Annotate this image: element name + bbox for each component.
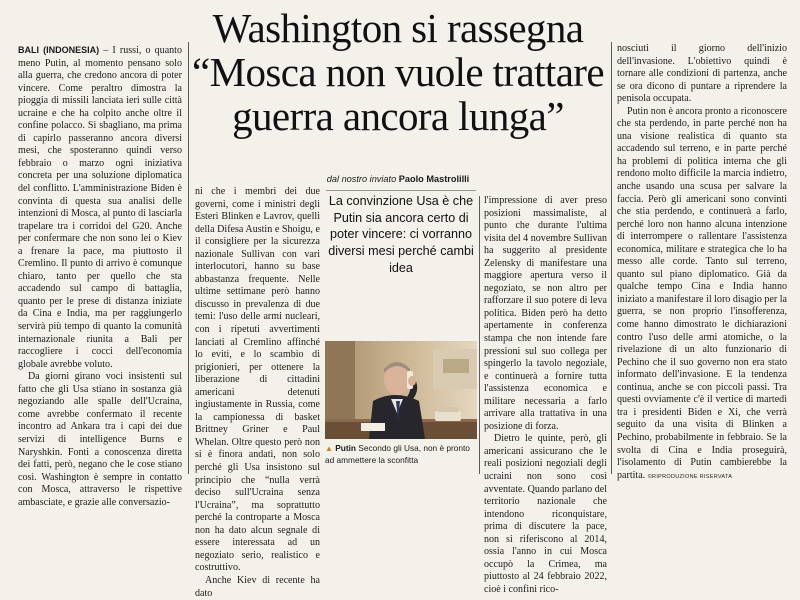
column-1-paragraph-1-text: – I russi, o quanto meno Putin, al momento pensano solo alla guerra, che credono ancora di poter vincere. Come peraltro dimostra la pioggia di missili lanciata ieri sulle città ucraine e che ha colpito anche oltre il confine polacco. Si sbagliano, ma prima di capirlo passeranno ancora diversi mesi, che sposteranno quindi verso febbraio o marzo ogni iniziativa concreta per una soluzione diplomatica del conflitto. L'amministrazione Biden è convinta di questa sua analisi delle intenzioni di Mosca, al punto di lasciarla trapelare tra i corridoi del G20. Anche per confermare che non sono lei o Kiev a frenare la pace, ma piuttosto il Cremlino. Il punto di arrivo è comunque chiaro, tanto per quello che sta accadendo sul campo di battaglia, quanto per le prese di distanza iniziate da Cina e India, ma per raggiungerlo servirà più tempo di quanto la comunità internazionale riunita a Bali per raccogliere i cocci dell'economia globale avrebbe voluto. [18,45,182,370]
column-1-paragraph-1 [18,44,182,371]
article-column-1 [18,44,182,509]
article-column-3 [484,195,607,597]
headline-line-1: Washington si rassegna [212,5,584,51]
subhead-top-rule [326,190,476,191]
putin-photo [325,341,477,439]
article-column-4 [617,43,787,483]
putin-photo-image [325,341,477,439]
photo-caption [325,443,477,465]
copyright-notice: ©RIPRODUZIONE RISERVATA [647,473,733,480]
headline [188,6,608,138]
headline-line-3: guerra ancora lunga” [232,93,564,139]
column-4-paragraph-2 [617,106,787,483]
column-3-paragraph-1: l'impressione di aver preso posizioni massimaliste, al punto che durante l'ultima visita del 4 novembre Sullivan ha suggerito al presidente Zelensky di manifestare una maggiore apertura verso il negoziato, se non altro per rafforzare il suo potere di leva politica. Biden però ha detto apertamente in conferenza stampa che non intende fare pressioni sul suo collega per spingerlo la tavolo negoziale, e continuerà a fornire tutta l'assistenza economica e militare necessaria a farlo arrivare alla trattativa in una posizione di forza. [484,195,607,432]
column-rule-center [479,196,480,474]
caption-triangle-icon: ▲ [325,444,333,453]
headline-line-2: “Mosca non vuole trattare [192,49,604,95]
column-2-paragraph-1: ni che i membri dei due governi, come i ministri degli Esteri Blinken e Lavrov, quelli della Difesa Austin e Shoigu, e il consigliere per la sicurezza nazionale Sullivan con vari interlocutori, hanno su base abbastanza frequente. Nelle ultime settimane però hanno discusso in prevalenza di due temi: l'uso delle armi nucleari, con i ripetuti avvertimenti lanciati al Cremlino affinché lo eviti, e lo scambio di prigionieri, per ottenere la liberazione di cittadini americani detenuti ingiustamente in Russia, come la campionessa di basket Brittney Griner e Paul Whelan. Oltre questo però non si è finora andati, non solo perché gli Usa insistono sul principio che “nulla verrà deciso sull'Ucraina senza l'Ucraina”, ma soprattutto perché la controparte a Mosca non ha dato alcun segnale di essere interessata ad un negoziato serio, realistico e costruttivo. [195,186,320,574]
subhead: La convinzione Usa è che Putin sia ancora certo di poter vincere: ci vorranno diversi mesi perché cambi idea [328,194,474,275]
byline-prefix: dal nostro inviato [326,174,397,184]
column-2-paragraph-2: Anche Kiev di recente ha dato [195,574,320,599]
article-column-2 [195,186,320,600]
column-4-paragraph-1: nosciuti il giorno dell'inizio dell'invasione. L'obiettivo quindi è tornare alle condizioni di partenza, anche se ora dicono di puntare a riprendere la penisola occupata. [617,43,787,105]
dateline: BALI (INDONESIA) [18,45,100,55]
column-3-paragraph-2: Dietro le quinte, però, gli americani assicurano che le reali posizioni negoziali degli ucraini non sono così avventate. Quando parlano del territorio nazionale che intendono riconquistare, prima di discutere la pace, non si riferiscono al 2014, ossia l'anno in cui Mosca occupò la Crimea, ma piuttosto al 24 febbraio 2022, cioè i confini rico- [484,433,607,595]
column-rule-right [611,42,612,474]
caption-text: Secondo gli Usa, non è pronto ad ammettere la sconfitta [325,443,470,465]
column-4-paragraph-2-text: Putin non è ancora pronto a riconoscere che sta perdendo, in parte perché non ha una visione realistica di quanto sta accadendo sul terreno, e in parte perché ha problemi di politica interna che gli rendono molto difficile la marcia indietro, anche usando una scusa per salvare la faccia. Però gli americani sono convinti che stia perdendo, e continuerà a farlo, perché loro non hanno alcuna intenzione di interrompere o rallentare l'assistenza economica, militare e strategica che lo ha messo alle corde. Tanto sul terreno, quanto sul piano diplomatico. Già da qualche tempo Cina e India hanno iniziato a manifestare il loro disagio per la guerra, se non proprio l'insofferenza, come hanno dimostrato le dichiarazioni contro l'uso delle armi atomiche, o la rivelazione di un alto funzionario di Pechino che il suo governo non era stato informato dell'invasione. E la tendenza continua, anche se con piccoli passi. Tra questi ovviamente c'è il vertice di martedì tra i presidenti Biden e Xi, che verrà seguito da una visita di Blinken a Pechino, probabilmente in febbraio. Se la svolta di Cina e India proseguirà, l'isolamento di Putin cambierebbe la partita. [617,105,787,481]
byline [188,174,608,184]
byline-author: Paolo Mastrolilli [398,174,470,184]
column-1-paragraph-2: Da giorni girano voci insistenti sul fatto che gli Usa stiano in sostanza già negoziando alle spalle dell'Ucraina, come avrebbe confermato il recente incontro ad Ankara tra i capi dei due servizi di intelligence Burns e Naryshkin. Fonti a conoscenza diretta dei fatti, però, negano che le cose stiano così. Washington è sempre in contatto con Mosca, attraverso le rispettive ambasciate, e grazie alle conversazio- [18,371,182,508]
caption-subject: Putin [335,443,356,453]
